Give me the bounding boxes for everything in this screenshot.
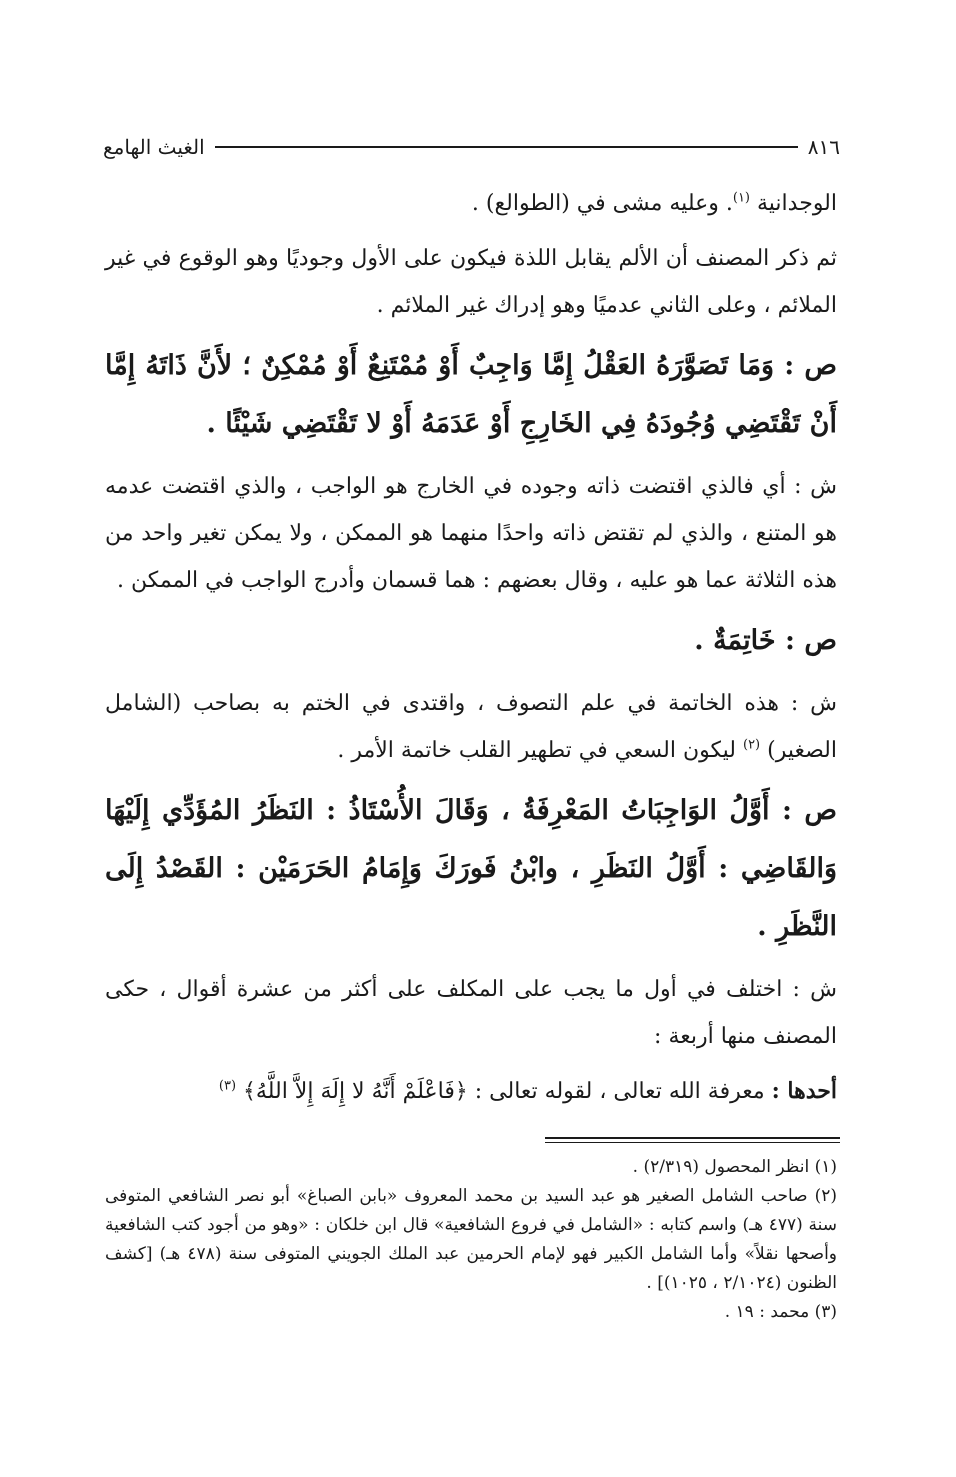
paragraph-1-tail: . وعليه مشى في (الطوالع) . [471,191,733,216]
footnotes [105,1153,837,1327]
book-title: الغيث الهامع [103,135,205,159]
matn-3: ص : أَوَّلُ الوَاجِبَاتُ المَعْرِفَةُ ، وَقَالَ الأُسْتَاذُ : النَظَرُ المُؤَدِّي إِلَيْهَا وَالقَاضِي : أَوَّلُ النَظَرِ ، وابْنُ فَورَكَ وَإِمَامُ الحَرَمَيْن : القَصْدُ إِلَى النَّظَرِ . [105,795,837,942]
paragraph-4-text: ش : هذه الخاتمة في علم التصوف ، واقتدى في الختم به بصاحب (الشامل الصغير) [105,691,837,763]
footnote-1: (١) انظر المحصول (٢/٣١٩) . [632,1157,837,1177]
paragraph-3: ش : أي فالذي اقتضت ذاته وجوده في الخارج هو الواجب ، والذي اقتضت عدمه هو المتنع ، والذي لم تقتض ذاته واحدًا منهما هو الممكن ، ولا يمكن تغير واحد من هذه الثلاثة عما هو عليه ، وقال بعضهم : هما قسمان وأدرج الواجب في الممكن . [105,474,837,593]
paragraph-1 [105,180,837,227]
main-text [105,180,837,1115]
paragraph-2: ثم ذكر المصنف أن الألم يقابل اللذة فيكون على الأول وجوديًا وهو الوقوع في غير الملائم ، وعلى الثاني عدميًا وهو إدراك غير الملائم . [105,246,837,318]
footnote-3: (٣) محمد : ١٩ . [724,1302,837,1322]
matn-1: ص : وَمَا تَصَوَّرَهُ العَقْلُ إِمَّا وَاجِبٌ أَوْ مُمْتَنِعٌ أَوْ مُمْكِنٌ ؛ لأَنَّ ذَاتَهُ إِمَّا أَنْ تَقْتَضِي وُجُودَهُ فِي الخَارِجِ أَوْ عَدَمَهُ أَوْ لا تَقْتَضِي شَيْئًا . [105,350,837,439]
first-item-text: معرفة الله تعالى ، لقوله تعالى : ﴿فَاعْلَمْ أَنَّهُ لا إِلَهَ إِلاَّ اللَّهُ﴾ [243,1079,765,1104]
footnote-ref-3: (٣) [218,1078,237,1094]
page-header [103,130,840,164]
paragraph-1-text: الوجدانية [757,191,837,216]
paragraph-6 [105,1068,837,1115]
matn-2: ص : خَاتِمَةٌ . [694,625,837,656]
first-item-label: أحدها : [771,1078,837,1104]
footnote-2: (٢) صاحب الشامل الصغير هو عبد السيد بن محمد المعروف «بابن الصباغ» أبو نصر الشافعي المتوفى سنة (٤٧٧ هـ) واسم كتابه : «الشامل في فروع الشافعية» قال ابن خلكان : «وهو من أجود كتب الشافعية وأصحها نقلاً» وأما الشامل الكبير فهو لإمام الحرمين عبد الملك الجويني المتوفى سنة (٤٧٨ هـ) [كشف الظنون (٢/١٠٢٤ ، ١٠٢٥)] . [105,1186,837,1293]
paragraph-4 [105,680,837,774]
paragraph-4-tail: ليكون السعي في تطهير القلب خاتمة الأمر . [337,738,736,763]
footnote-separator-thin [545,1142,840,1143]
footnote-ref-2: (٢) [742,737,761,753]
footnote-ref-1: (١) [732,190,750,206]
paragraph-5: ش : اختلف في أول ما يجب على المكلف على أكثر من عشرة أقوال ، حكى المصنف منها أربعة : [105,977,837,1049]
page-number: ٨١٦ [807,135,840,159]
header-rule [215,146,798,148]
footnote-separator [545,1137,840,1139]
